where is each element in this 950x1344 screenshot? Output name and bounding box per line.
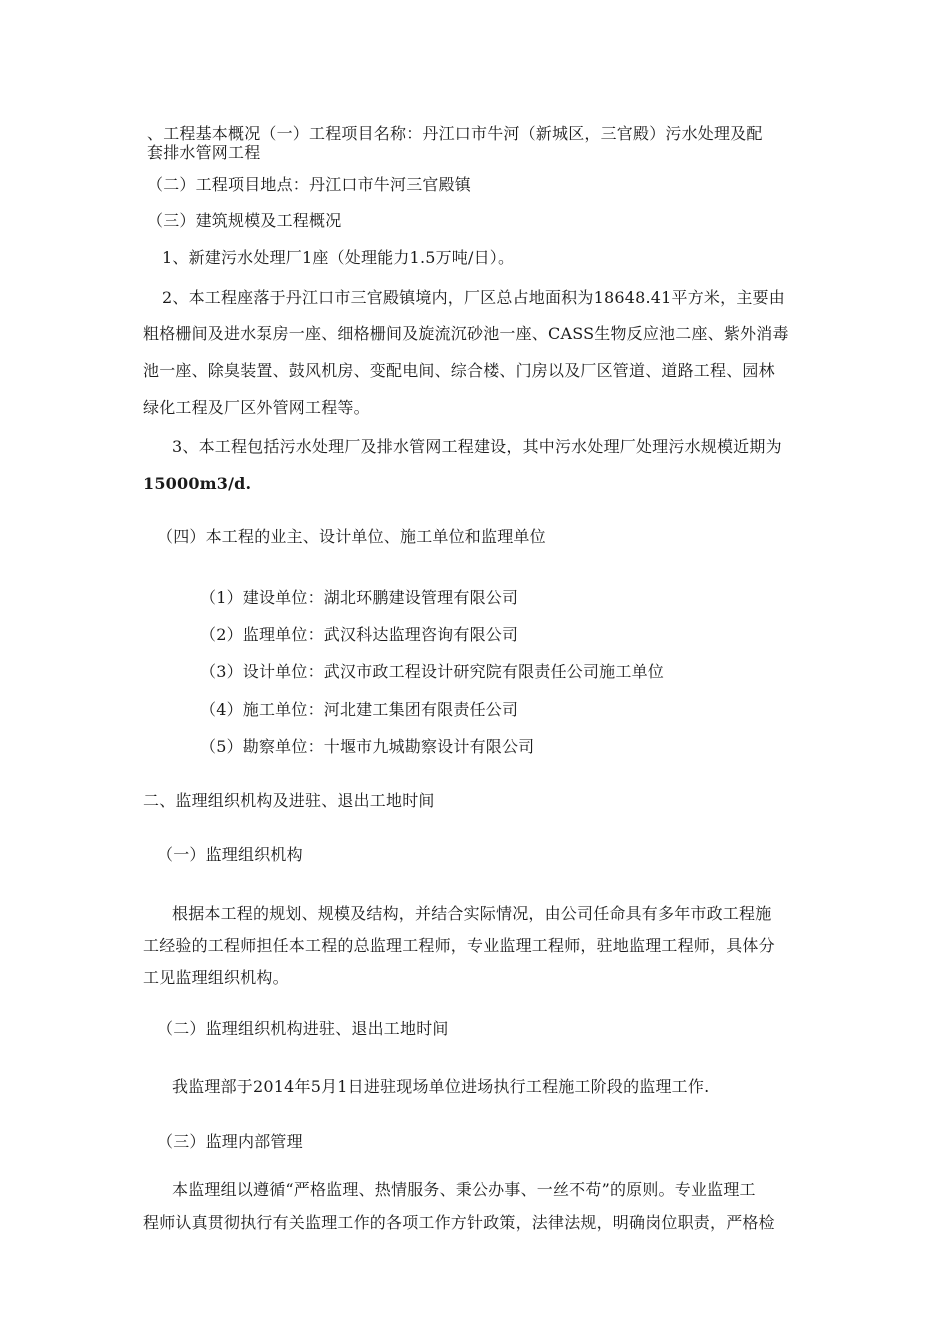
- item-2-line4: 绿化工程及厂区外管网工程等。: [143, 398, 370, 417]
- party-contractor: （4）施工单位：河北建工集团有限责任公司: [200, 700, 519, 719]
- org-heading: （一）监理组织机构: [157, 845, 303, 864]
- party-construction: （1）建设单位：湖北环鹏建设管理有限公司: [200, 588, 519, 607]
- party-supervision: （2）监理单位：武汉科达监理咨询有限公司: [200, 625, 519, 644]
- parties-heading: （四）本工程的业主、设计单位、施工单位和监理单位: [157, 527, 546, 546]
- org-paragraph-line2: 工经验的工程师担任本工程的总监理工程师，专业监理工程师，驻地监理工程师，具体分: [143, 936, 775, 955]
- project-location: （二）工程项目地点：丹江口市牛河三官殿镇: [147, 175, 472, 194]
- org-paragraph-line1: 根据本工程的规划、规模及结构，并结合实际情况，由公司任命具有多年市政工程施: [172, 904, 772, 923]
- party-design: （3）设计单位：武汉市政工程设计研究院有限责任公司施工单位: [200, 662, 664, 681]
- section1-title-line1: 、工程基本概况（一）工程项目名称：丹江口市牛河（新城区，三官殿）污水处理及配: [147, 124, 763, 143]
- item-2-line1: 2、本工程座落于丹江口市三官殿镇境内，厂区总占地面积为18648.41平方米，主要由: [162, 288, 785, 307]
- management-paragraph-line2: 程师认真贯彻执行有关监理工作的各项工作方针政策，法律法规，明确岗位职责，严格检: [143, 1213, 775, 1232]
- org-paragraph-line3: 工见监理组织机构。: [143, 968, 289, 987]
- item-3-line2: 15000m3/d.: [143, 474, 252, 493]
- time-paragraph: 我监理部于2014年5月1日进驻现场单位进场执行工程施工阶段的监理工作.: [172, 1077, 710, 1096]
- management-paragraph-line1: 本监理组以遵循“严格监理、热情服务、秉公办事、一丝不苟”的原则。专业监理工: [172, 1180, 756, 1199]
- scale-heading: （三）建筑规模及工程概况: [147, 211, 342, 230]
- item-2-line3: 池一座、除臭装置、鼓风机房、变配电间、综合楼、门房以及厂区管道、道路工程、园林: [143, 361, 775, 380]
- time-heading: （二）监理组织机构进驻、退出工地时间: [157, 1019, 449, 1038]
- item-2-line2: 粗格栅间及进水泵房一座、细格栅间及旋流沉砂池一座、CASS生物反应池二座、紫外消毒: [143, 324, 789, 343]
- management-heading: （三）监理内部管理: [157, 1132, 303, 1151]
- party-survey: （5）勘察单位：十堰市九城勘察设计有限公司: [200, 737, 535, 756]
- section1-title-line2: 套排水管网工程: [147, 143, 261, 162]
- item-3-line1: 3、本工程包括污水处理厂及排水管网工程建设，其中污水处理厂处理污水规模近期为: [172, 437, 782, 456]
- section2-title: 二、监理组织机构及进驻、退出工地时间: [143, 791, 435, 810]
- item-1: 1、新建污水处理厂1座（处理能力1.5万吨/日）。: [162, 248, 515, 267]
